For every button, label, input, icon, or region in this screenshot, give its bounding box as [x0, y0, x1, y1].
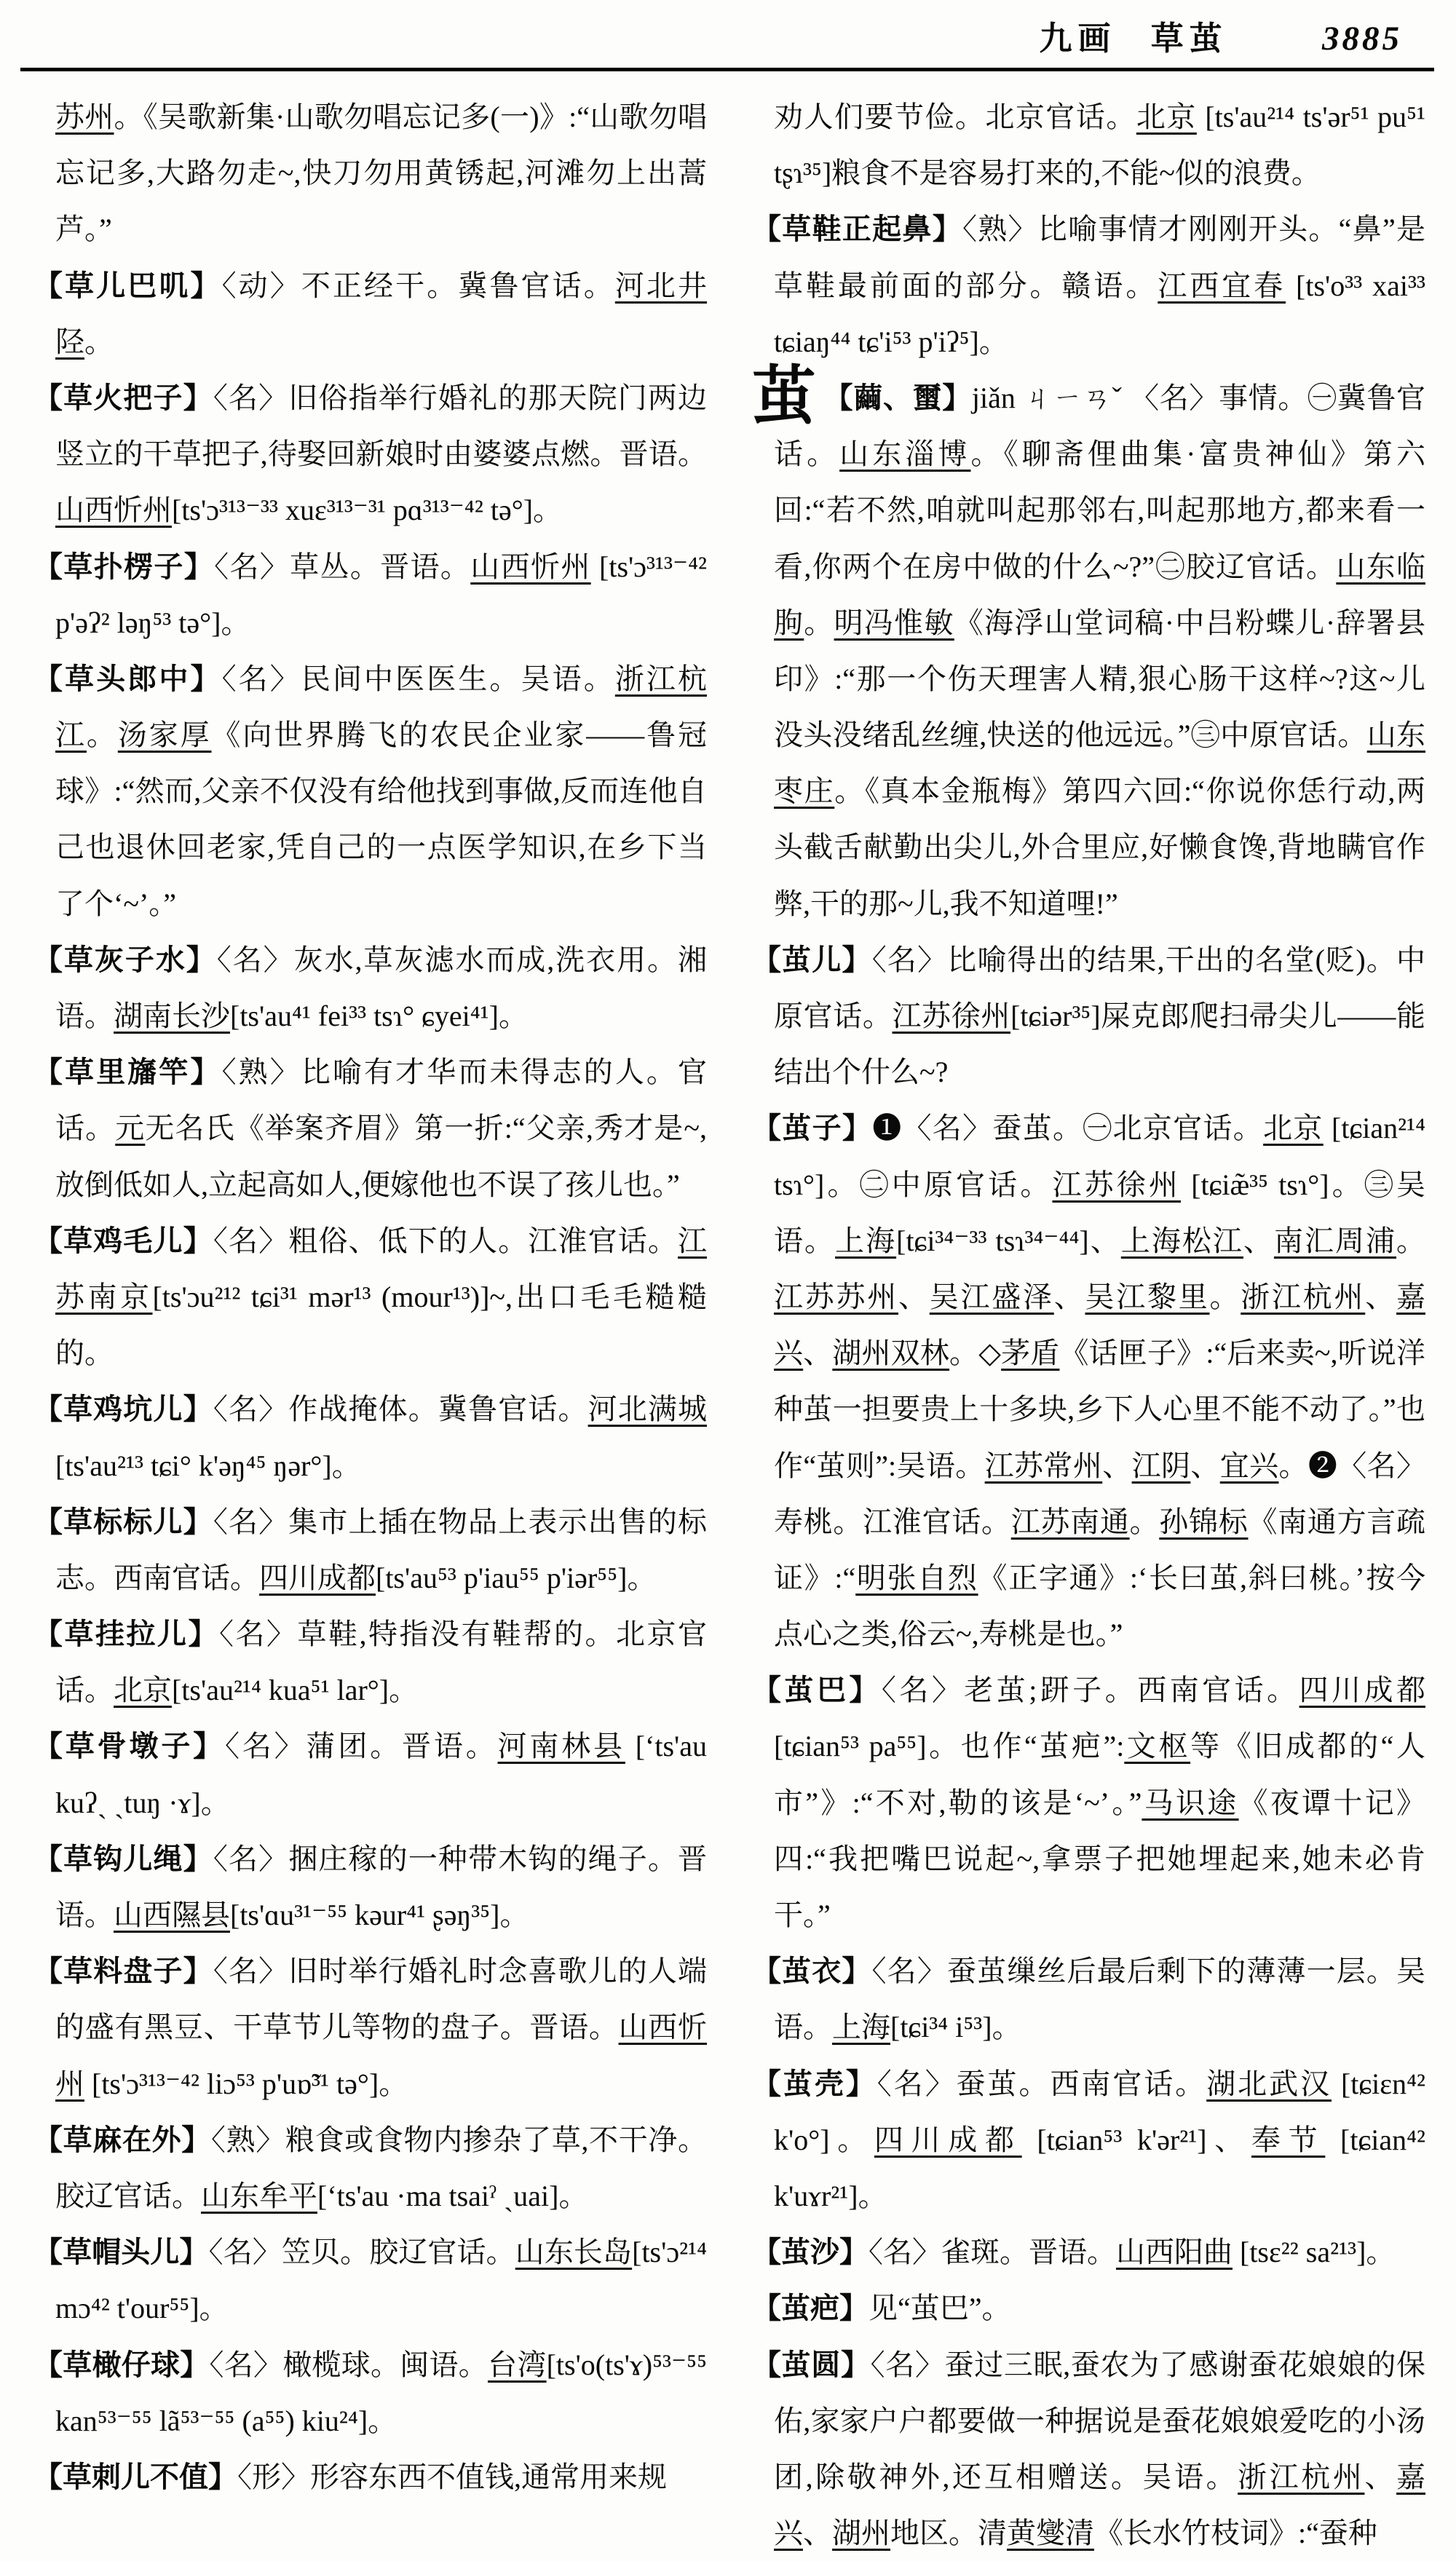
text-run: 〈熟〉粮食或食物内掺杂了草,不干净。胶辽官话。 [55, 2123, 707, 2212]
text-run: 《海浮山堂词稿·中吕粉蝶儿·辞署县印》:“那一个伤天理害人精,狠心肠干这样~?这~儿没头没绪乱丝缠,快送的他远远。”㊂中原官话。 [774, 606, 1425, 751]
text-run: [ts'o(ts'ɤ)⁵³⁻⁵⁵ kan⁵³⁻⁵⁵ lã⁵³⁻⁵⁵ (a⁵⁵) kiu²⁴]。 [55, 2348, 707, 2437]
proper-noun: 河南林县 [498, 1730, 625, 1762]
text-run: [ts'ɔu²¹² tɕi³¹ mər¹³ (mour¹³)]~,出口毛毛糙糙的。 [55, 1280, 707, 1369]
proper-noun: 山东长岛 [515, 2236, 632, 2268]
proper-noun: 浙江杭州 [1238, 2461, 1364, 2493]
page-header [0, 0, 1456, 59]
text-run: 。 [87, 719, 118, 751]
proper-noun: 文枢 [1124, 1730, 1190, 1762]
proper-noun: 四川成都 [1299, 1674, 1425, 1706]
entry-headword: 【草鞋正起鼻】 [752, 213, 962, 245]
text-run: 〈名〉雀斑。晋语。 [869, 2236, 1116, 2268]
text-run: 〈名〉集市上插在物品上表示出售的标志。西南官话。 [55, 1505, 707, 1594]
entry-headword: 【茧衣】 [752, 1955, 872, 1987]
text-run: 〈名〉蚕过三眠,蚕农为了感谢蚕花娘娘的保佑,家家户户都要做一种据说是蚕花娘娘爱吃的小汤团,除敬神外,还互相赠送。吴语。 [774, 2348, 1425, 2493]
dictionary-entry [33, 2449, 707, 2505]
proper-noun: 湖南长沙 [114, 1000, 230, 1032]
text-run: 〈名〉灰水,草灰滤水而成,洗衣用。湘语。 [55, 943, 707, 1032]
text-run: 劝人们要节俭。北京官话。 [774, 100, 1136, 133]
guide-word: 草茧 [1151, 20, 1228, 57]
proper-noun: 湖北武汉 [1206, 2067, 1332, 2100]
proper-noun: 江苏苏州 [774, 1280, 898, 1313]
text-run: 〈名〉旧时举行婚礼时念喜歌儿的人端的盛有黑豆、干草节儿等物的盘子。晋语。 [55, 1955, 707, 2043]
proper-noun: 嘉兴 [774, 1280, 1425, 1369]
text-run: 〈熟〉比喻有才华而未得志的人。官话。 [55, 1056, 707, 1144]
dictionary-entry [33, 1606, 707, 1718]
entry-headword: 【草鸡坑儿】 [33, 1393, 213, 1425]
text-run: 《南通方言疏证》:“ [774, 1505, 1425, 1594]
proper-noun: 宜兴 [1220, 1449, 1279, 1482]
text-run: jiǎn ㄐㄧㄢˇ 〈名〉事情。㊀冀鲁官话。 [774, 381, 1425, 470]
entry-headword: 【草麻在外】 [33, 2123, 211, 2156]
text-run: [ts'ɔ²¹⁴ mɔ⁴² t'our⁵⁵]。 [55, 2236, 707, 2324]
entry-headword: 【草火把子】 [33, 381, 213, 414]
text-run: 〈名〉蒲团。晋语。 [225, 1730, 498, 1762]
text-run: 。 [1130, 1505, 1160, 1538]
entry-headword: 【茧沙】 [752, 2236, 869, 2268]
page-number: 3885 [1322, 20, 1402, 58]
header-rule [20, 68, 1434, 71]
proper-noun: 吴江盛泽 [930, 1280, 1054, 1313]
entry-headword: 【茧子】 [752, 1112, 872, 1144]
text-run: [tɕian⁵³ pa⁵⁵]。也作“茧疤”: [774, 1730, 1124, 1762]
text-run: 《长水竹枝词》:“蚕种 [1094, 2517, 1377, 2549]
proper-noun: 江苏徐州 [893, 1000, 1011, 1032]
dictionary-entry [752, 1100, 1425, 1662]
text-run: ❶〈名〉蚕茧。㊀北京官话。 [872, 1112, 1263, 1144]
entry-headword: 【繭、蠒】 [824, 381, 972, 414]
proper-noun: 北京 [1263, 1112, 1324, 1144]
entry-headword: 【草头郎中】 [33, 662, 222, 695]
proper-noun: 山东枣庄 [774, 719, 1425, 807]
proper-noun: 山西忻州 [470, 550, 590, 583]
proper-noun: 山西阳曲 [1116, 2236, 1233, 2268]
text-run: 。 [1210, 1280, 1241, 1313]
entry-headword: 【草扑楞子】 [33, 550, 214, 583]
text-run: 。 [1396, 1224, 1425, 1257]
entry-headword: 【茧巴】 [752, 1674, 882, 1706]
text-run: 〈名〉粗俗、低下的人。江淮官话。 [213, 1224, 678, 1257]
head-character: 茧 [752, 362, 824, 432]
text-run: 〈名〉捆庄稼的一种带木钩的绳子。晋语。 [55, 1842, 707, 1931]
dictionary-entry [33, 1494, 707, 1606]
text-columns [33, 89, 1425, 2561]
text-run: 。❷〈名〉寿桃。江淮官话。 [774, 1449, 1425, 1538]
stroke-section-label: 九画 [1039, 20, 1116, 57]
text-run: 〈熟〉比喻事情才刚刚开头。“鼻”是草鞋最前面的部分。赣语。 [774, 213, 1425, 301]
proper-noun: 上海 [832, 2011, 890, 2043]
text-run: 〈名〉民间中医医生。吴语。 [222, 662, 615, 695]
proper-noun: 上海松江 [1121, 1224, 1243, 1257]
dictionary-entry [33, 370, 707, 539]
proper-noun: 苏州 [55, 100, 114, 133]
text-run: [tɕiɛn⁴² k'o°]。 [774, 2067, 1425, 2156]
dictionary-entry [752, 2337, 1425, 2561]
dictionary-entry [33, 932, 707, 1044]
proper-noun: 江苏徐州 [1052, 1168, 1181, 1201]
text-run: 〈名〉橄榄球。闽语。 [210, 2348, 488, 2381]
text-run: [tɕian²¹⁴ tsɿ°]。㊁中原官话。 [774, 1112, 1425, 1200]
text-run: 等《旧成都的“人市”》:“不对,勒的该是‘~’。” [774, 1730, 1425, 1818]
proper-noun: 台湾 [488, 2348, 547, 2381]
dictionary-entry [33, 1943, 707, 2112]
proper-noun: 南汇周浦 [1274, 1224, 1396, 1257]
proper-noun: 孙锦标 [1159, 1505, 1248, 1538]
dictionary-entry [33, 1831, 707, 1943]
proper-noun: 山西忻州 [55, 494, 172, 526]
dictionary-entry [33, 1718, 707, 1830]
dictionary-entry [752, 370, 1425, 932]
text-run: 〈名〉作战掩体。冀鲁官话。 [213, 1393, 588, 1425]
text-run: 〈形〉形容东西不值钱,通常用来规 [237, 2461, 667, 2493]
text-run: [ts'ɑu³¹⁻⁵⁵ kəur⁴¹ ʂəŋ³⁵]。 [230, 1899, 529, 1931]
text-run: [tɕian⁵³ k'ər²¹]、 [1022, 2123, 1251, 2156]
text-run: 〈动〉不正经干。冀鲁官话。 [222, 269, 615, 302]
text-run: [ʻts'au kuʔˎ ˎtuŋ ·ɤ]。 [55, 1730, 707, 1818]
text-run: 《向世界腾飞的农民企业家——鲁冠球》:“然而,父亲不仅没有给他找到事做,反而连他自己也退休回老家,凭自己的一点医学知识,在乡下当了个‘~’。” [55, 719, 707, 920]
entry-headword: 【草灰子水】 [33, 943, 217, 976]
text-run: 《正字通》:‘长曰茧,斜曰桃。’按今点心之类,俗云~,寿桃是也。” [774, 1561, 1425, 1650]
text-run: 《夜谭十记》四:“我把嘴巴说起~,拿票子把她埋起来,她未必肯干。” [774, 1786, 1425, 1931]
text-run: [ts'au²¹⁴ ts'ər⁵¹ pu⁵¹ tʂɿ³⁵]粮食不是容易打来的,不能~似的浪费。 [774, 100, 1425, 189]
text-run: 。 [84, 325, 114, 358]
entry-headword: 【草钩儿绳】 [33, 1842, 213, 1875]
dictionary-entry [752, 932, 1425, 1101]
dictionary-entry [752, 1662, 1425, 1943]
entry-headword: 【草儿巴叽】 [33, 269, 222, 302]
text-run: [tɕiər³⁵]屎克郎爬扫帚尖儿——能结出个什么~? [774, 1000, 1425, 1088]
text-run: 〈名〉旧俗指举行婚礼的那天院门两边竖立的干草把子,待娶回新娘时由婆婆点燃。晋语。 [55, 381, 707, 470]
entry-headword: 【草橄仔球】 [33, 2348, 210, 2381]
proper-noun: 浙江杭江 [55, 662, 707, 751]
proper-noun: 汤家厚 [118, 719, 212, 751]
proper-noun: 河北井陉 [55, 269, 707, 358]
entry-headword: 【草帽头儿】 [33, 2236, 209, 2268]
proper-noun: 江苏南京 [55, 1224, 707, 1313]
proper-noun: 湖州双林 [832, 1337, 949, 1369]
proper-noun: 马识途 [1142, 1786, 1238, 1819]
entry-headword: 【茧壳】 [752, 2067, 877, 2100]
text-run: [tsɛ²² sa²¹³]。 [1233, 2236, 1395, 2268]
proper-noun: 北京 [114, 1674, 172, 1706]
text-run: 地区。清 [890, 2517, 1007, 2549]
text-run: 、 [1364, 2461, 1396, 2493]
proper-noun: 山东牟平 [201, 2180, 317, 2212]
text-run: 、 [1243, 1224, 1274, 1257]
text-run: 。 [804, 606, 834, 639]
proper-noun: 明冯惟敏 [834, 606, 954, 639]
dictionary-entry [752, 2056, 1425, 2225]
dictionary-entry [33, 539, 707, 651]
entry-headword: 【草里旛竿】 [33, 1056, 222, 1088]
text-run: [ts'au⁵³ p'iau⁵⁵ p'iər⁵⁵]。 [376, 1561, 656, 1594]
dictionary-entry [33, 2224, 707, 2336]
text-run: 〈名〉笠贝。胶辽官话。 [209, 2236, 515, 2268]
dictionary-entry [752, 1943, 1425, 2055]
dictionary-entry [33, 651, 707, 932]
text-run: [tɕi³⁴ i⁵³]。 [890, 2011, 1021, 2043]
dictionary-entry [33, 2337, 707, 2449]
dictionary-entry [33, 1381, 707, 1493]
text-run: 、 [1054, 1280, 1085, 1313]
dictionary-entry [752, 2224, 1425, 2280]
text-run: 、 [1102, 1449, 1131, 1482]
entry-headword: 【草刺儿不值】 [33, 2461, 237, 2493]
text-run: 《话匣子》:“后来卖~,听说洋种茧一担要贵上十多块,乡下人心里不能不动了。”也作“茧则”:吴语。 [774, 1337, 1425, 1481]
proper-noun: 吴江黎里 [1085, 1280, 1210, 1313]
text-run: 无名氏《举案齐眉》第一折:“父亲,秀才是~,放倒低如人,立起高如人,便嫁他也不误了孩儿也。” [55, 1112, 707, 1200]
text-run: 。《吴歌新集·山歌勿唱忘记多(一)》:“山歌勿唱忘记多,大路勿走~,快刀勿用黄锈起,河滩勿上出蒿芦。” [55, 100, 707, 245]
column-left [33, 89, 707, 2561]
text-run: 〈名〉草丛。晋语。 [214, 550, 470, 583]
proper-noun: 江苏常州 [985, 1449, 1103, 1482]
dictionary-entry [33, 258, 707, 370]
text-run: 、 [898, 1280, 930, 1313]
text-run: 〈名〉草鞋,特指没有鞋帮的。北京官话。 [55, 1618, 707, 1706]
entry-headword: 【茧儿】 [752, 943, 872, 976]
text-run: [ts'ɔ³¹³⁻⁴² p'əʔ² ləŋ⁵³ tə°]。 [55, 550, 707, 639]
text-run: [tɕiæ̃³⁵ tsɿ°]。㊂吴语。 [774, 1168, 1425, 1257]
text-run: 〈名〉老茧;趼子。西南官话。 [882, 1674, 1299, 1706]
text-run: [tɕian⁴² k'uɤr²¹]。 [774, 2123, 1425, 2212]
proper-noun: 奉节 [1251, 2123, 1325, 2156]
text-run: 、 [1190, 1449, 1219, 1482]
entry-continuation [33, 89, 707, 258]
text-run: 。《聊斋俚曲集·富贵神仙》第六回:“若不然,咱就叫起那邻右,叫起那地方,都来看一看,你两个在房中做的什么~?”㊁胶辽官话。 [774, 438, 1425, 582]
text-run: 〈名〉蚕茧缫丝后最后剩下的薄薄一层。吴语。 [774, 1955, 1425, 2043]
text-run: [ts'ɔ³¹³⁻⁴² liɔ⁵³ p'uɒ̃³¹ tə°]。 [84, 2067, 408, 2100]
proper-noun: 四川成都 [259, 1561, 376, 1594]
proper-noun: 北京 [1136, 100, 1197, 133]
text-run: 、 [803, 1337, 832, 1369]
text-run: [ts'o³³ xai³³ tɕiaŋ⁴⁴ tɕ'i⁵³ p'iʔ⁵]。 [774, 269, 1425, 358]
proper-noun: 河北满城 [588, 1393, 707, 1425]
proper-noun: 茅盾 [1001, 1337, 1059, 1369]
text-run: 。◇ [949, 1337, 1001, 1369]
proper-noun: 浙江杭州 [1241, 1280, 1365, 1313]
text-run: 。《真本金瓶梅》第四六回:“你说你恁行动,两头截舌献勤出尖儿,外合里应,好懒食馋,背地瞒官作弊,干的那~儿,我不知道哩!” [774, 775, 1425, 919]
entry-headword: 【草挂拉儿】 [33, 1618, 219, 1650]
text-run: [ʻts'au ·ma tsaiˀ ˎuai]。 [317, 2180, 587, 2212]
entry-headword: 【草料盘子】 [33, 1955, 213, 1987]
text-run: [ts'ɔ³¹³⁻³³ xuɛ³¹³⁻³¹ pɑ³¹³⁻⁴² tə°]。 [172, 494, 562, 526]
text-run: 、 [803, 2517, 832, 2549]
proper-noun: 黄燮清 [1007, 2517, 1094, 2549]
dictionary-entry [33, 2112, 707, 2224]
text-run: 、 [1365, 1280, 1396, 1313]
proper-noun: 江苏南通 [1011, 1505, 1130, 1538]
proper-noun: 山西忻州 [55, 2011, 707, 2099]
text-run: [ts'au²¹⁴ kua⁵¹ lar°]。 [172, 1674, 418, 1706]
proper-noun: 嘉兴 [774, 2461, 1425, 2549]
entry-continuation [752, 89, 1425, 201]
entry-headword: 【草标标儿】 [33, 1505, 213, 1538]
text-run: 〈名〉蚕茧。西南官话。 [877, 2067, 1206, 2100]
proper-noun: 四川成都 [874, 2123, 1022, 2156]
proper-noun: 山东淄博 [839, 438, 970, 470]
proper-noun: 江西宜春 [1158, 269, 1286, 302]
entry-headword: 【草骨墩子】 [33, 1730, 225, 1762]
dictionary-entry [752, 201, 1425, 370]
dictionary-entry [33, 1213, 707, 1382]
entry-headword: 【茧疤】 [752, 2292, 869, 2324]
entry-headword: 【茧圆】 [752, 2348, 871, 2381]
text-run: [tɕi³⁴⁻³³ tsɿ³⁴⁻⁴⁴]、 [896, 1224, 1121, 1257]
proper-noun: 山东临朐 [774, 550, 1425, 639]
entry-headword: 【草鸡毛儿】 [33, 1224, 213, 1257]
text-run: [ts'au²¹³ tɕi° k'əŋ⁴⁵ ŋər°]。 [55, 1449, 361, 1482]
dictionary-entry [752, 2280, 1425, 2336]
proper-noun: 江阴 [1132, 1449, 1191, 1482]
text-run: 〈名〉比喻得出的结果,干出的名堂(贬)。中原官话。 [774, 943, 1425, 1032]
proper-noun: 山西隰县 [114, 1899, 230, 1931]
proper-noun: 元 [115, 1112, 145, 1144]
column-right [752, 89, 1425, 2561]
text-run: [ts'au⁴¹ fei³³ tsɿ° ɕyei⁴¹]。 [230, 1000, 528, 1032]
text-run: 见“茧巴”。 [869, 2292, 1011, 2324]
proper-noun: 明张自烈 [855, 1561, 978, 1594]
dictionary-entry [33, 1044, 707, 1213]
proper-noun: 上海 [835, 1224, 896, 1257]
proper-noun: 湖州 [832, 2517, 890, 2549]
